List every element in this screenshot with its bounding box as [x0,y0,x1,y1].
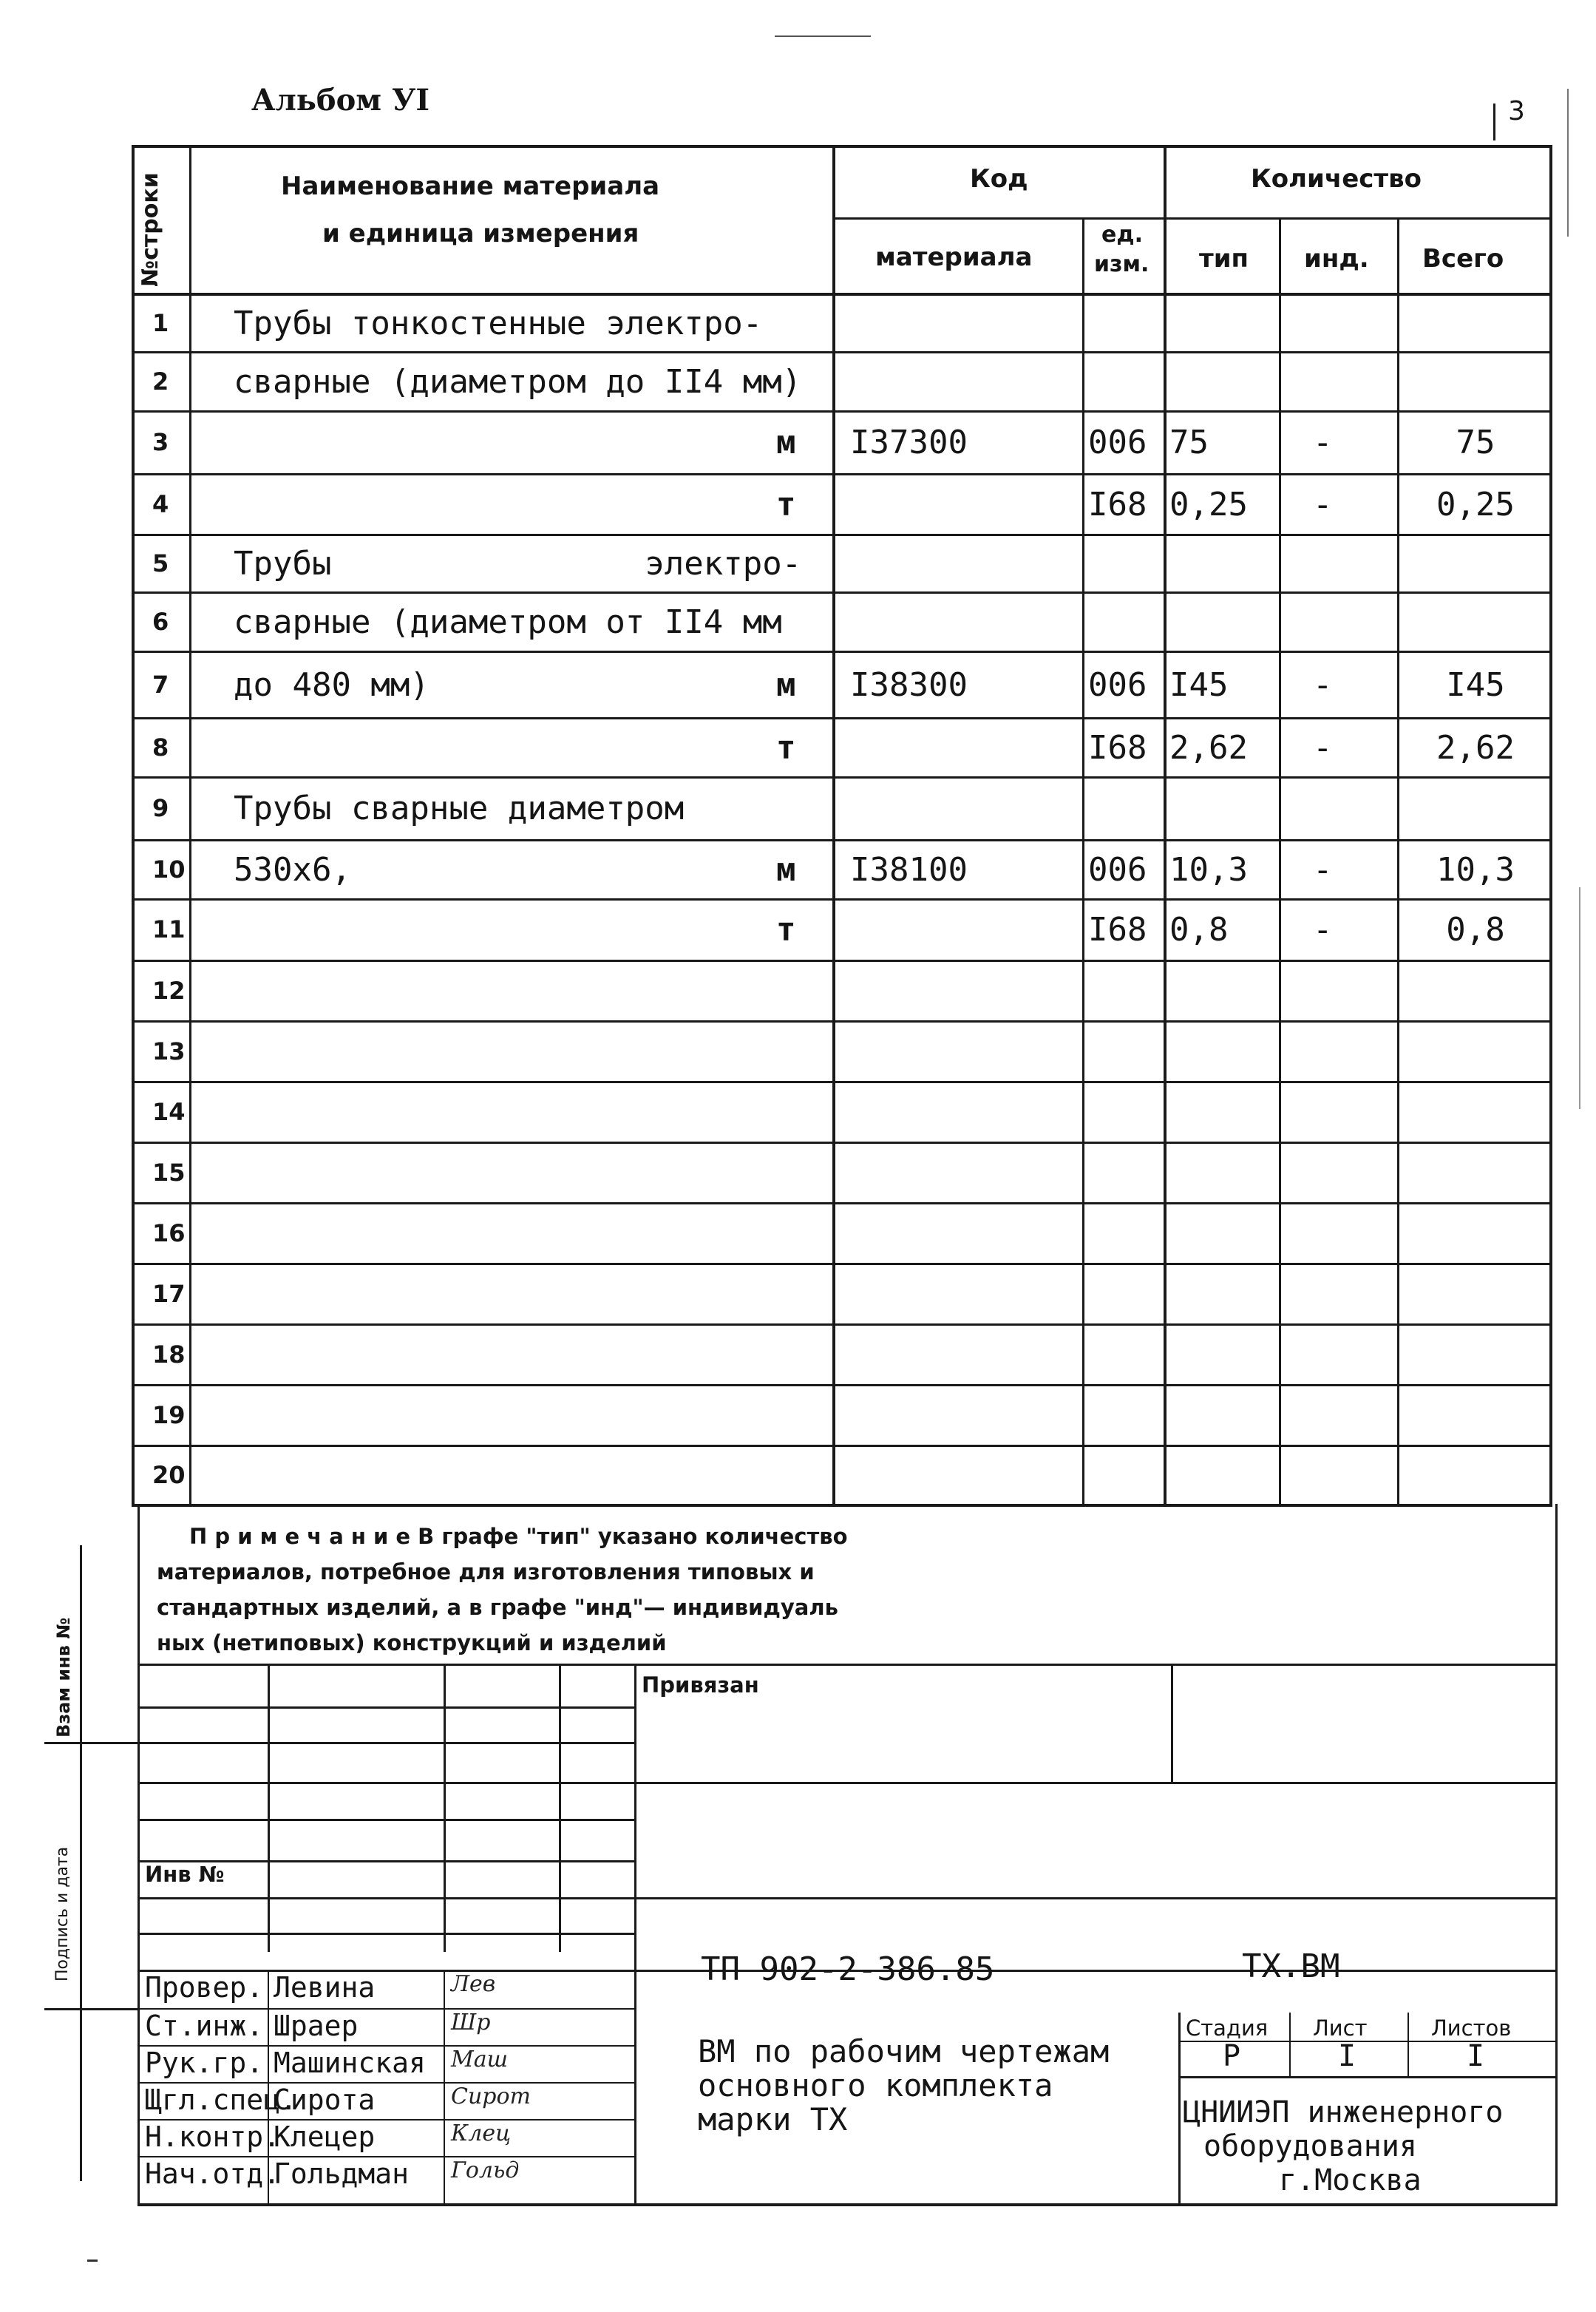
row-number: 7 [152,670,169,699]
page-number-bracket [1493,104,1495,140]
row-name: Трубы электро- [234,544,802,583]
col-header-name-line1: Наименование материала [281,172,660,201]
stage-value: Р [1223,2039,1241,2073]
row-number: 17 [152,1279,186,1308]
inv-no-label: Инв № [145,1862,225,1887]
col-header-row-no: №строки [137,172,163,287]
scan-bottom-mark [87,2260,98,2262]
row-name: 530х6, [234,850,351,889]
row-number: 16 [152,1218,186,1247]
title-line: ВМ по рабочим чертежам [698,2033,1110,2069]
signer-role: Н.контр. [145,2121,281,2153]
sheet-label: Лист [1313,2016,1368,2041]
row-ind-qty: - [1313,485,1333,523]
side-vzam-label: Взам инв № [53,1617,74,1738]
row-ind-qty: - [1313,728,1333,767]
col-header-quantity-group: Количество [1251,164,1422,194]
row-unit-code: I68 [1088,911,1147,949]
col-header-material: материала [875,243,1033,272]
note-line: П р и м е ч а н и е В графе "тип" указано количество [189,1524,848,1549]
org-line: оборудования [1203,2129,1417,2163]
row-unit-code: 006 [1088,850,1147,889]
row-number: 10 [152,855,186,884]
signer-name: Сирота [274,2084,376,2116]
row-name: Трубы сварные диаметром [234,790,685,827]
top-scan-mark [775,35,871,37]
row-number: 6 [152,607,169,636]
signer-role: Ст.инж. [145,2010,264,2042]
note-line: материалов, потребное для изготовления типовых и [157,1559,815,1584]
row-number: 12 [152,976,186,1005]
row-unit: м [776,665,796,704]
album-title: Альбом УI [251,83,430,118]
row-unit: т [776,485,796,523]
row-type-qty: 2,62 [1169,728,1248,767]
signer-role: Провер. [145,1971,264,2004]
title-line: марки ТХ [698,2101,848,2138]
row-unit: м [776,850,796,889]
col-header-unit-line2: изм. [1094,251,1150,277]
signer-name: Гольдман [274,2157,410,2190]
row-code: I38100 [850,850,968,889]
row-number: 8 [152,733,169,762]
designation: ТП 902-2-386.85 [701,1950,995,1988]
col-header-type: тип [1199,244,1249,274]
sheets-value: I [1467,2039,1485,2073]
signer-signature: Маш [451,2047,509,2072]
row-ind-qty: - [1313,911,1333,949]
row-number: 4 [152,489,169,518]
row-number: 14 [152,1097,186,1126]
signer-signature: Гольд [451,2157,520,2183]
signer-name: Клецер [274,2121,376,2153]
row-code: I38300 [850,665,968,704]
row-type-qty: 10,3 [1169,850,1248,889]
row-number: 1 [152,308,169,337]
row-number: 15 [152,1158,186,1187]
title-line: основного комплекта [698,2067,1053,2103]
sheet-value: I [1338,2039,1356,2073]
signer-signature: Сирот [451,2084,531,2109]
col-header-code-group: Код [970,164,1028,194]
col-header-name-line2: и единица измерения [322,219,639,248]
signer-signature: Лев [451,1971,496,1997]
row-ind-qty: - [1313,850,1333,889]
row-unit-code: I68 [1088,485,1147,523]
signer-name: Левина [274,1971,376,2004]
row-ind-qty: - [1313,665,1333,704]
row-number: 19 [152,1400,186,1429]
col-header-unit-line1: ед. [1101,222,1143,248]
row-unit-code: 006 [1088,665,1147,704]
row-unit: т [776,911,796,949]
row-name: Трубы тонкостенные электро- [234,304,763,342]
org-line: г.Москва [1279,2163,1422,2197]
row-unit: т [776,728,796,767]
signer-signature: Клец [451,2121,512,2146]
row-unit: м [776,424,796,461]
row-number: 20 [152,1460,186,1489]
row-type-qty: 0,8 [1169,911,1229,949]
col-header-total: Всего [1422,244,1504,274]
row-number: 9 [152,794,169,822]
stage-label: Стадия [1186,2016,1269,2041]
signer-role: Рук.гр. [145,2047,264,2079]
privyazan-label: Привязан [642,1672,759,1698]
row-total-qty: 2,62 [1436,728,1515,767]
row-total-qty: 75 [1456,424,1495,461]
signer-name: Шраер [274,2010,359,2042]
row-number: 5 [152,549,169,577]
row-total-qty: I45 [1446,665,1505,704]
row-name: до 480 мм) [234,665,429,704]
row-type-qty: 0,25 [1169,485,1248,523]
sheets-label: Листов [1431,2016,1512,2041]
side-podpis-label: Подпись и дата [53,1846,72,1982]
row-unit-code: I68 [1088,728,1147,767]
signer-signature: Шр [451,2010,491,2035]
row-name: сварные (диаметром до II4 мм) [234,362,802,401]
row-number: 3 [152,428,169,456]
row-number: 13 [152,1037,186,1065]
row-type-qty: 75 [1169,424,1209,461]
row-number: 11 [152,915,186,943]
org-name [1183,2095,1503,2197]
row-name: сварные (диаметром от II4 мм [234,603,782,641]
row-number: 18 [152,1340,186,1369]
row-total-qty: 10,3 [1436,850,1515,889]
mark: ТХ.ВМ [1242,1947,1340,1985]
row-code: I37300 [850,424,968,461]
row-type-qty: I45 [1169,665,1229,704]
scan-edge-mark [1579,887,1580,1109]
signer-role: Нач.отд. [145,2157,281,2190]
row-total-qty: 0,8 [1446,911,1505,949]
page-number: 3 [1508,96,1525,126]
row-total-qty: 0,25 [1436,485,1515,523]
row-ind-qty: - [1313,424,1333,461]
signer-name: Машинская [274,2047,426,2079]
note-line: ных (нетиповых) конструкций и изделий [157,1630,667,1655]
org-line: ЦНИИЭП инженерного [1183,2095,1504,2129]
col-header-ind: инд. [1304,244,1369,274]
signer-role: Щгл.спец. [145,2084,297,2116]
scan-edge-mark [1567,89,1569,237]
title-block-text [698,2035,1109,2137]
note-line: стандартных изделий, а в графе "инд"— индивидуаль [157,1595,838,1620]
note-text [157,1519,848,1661]
row-number: 2 [152,367,169,396]
row-unit-code: 006 [1088,424,1147,461]
